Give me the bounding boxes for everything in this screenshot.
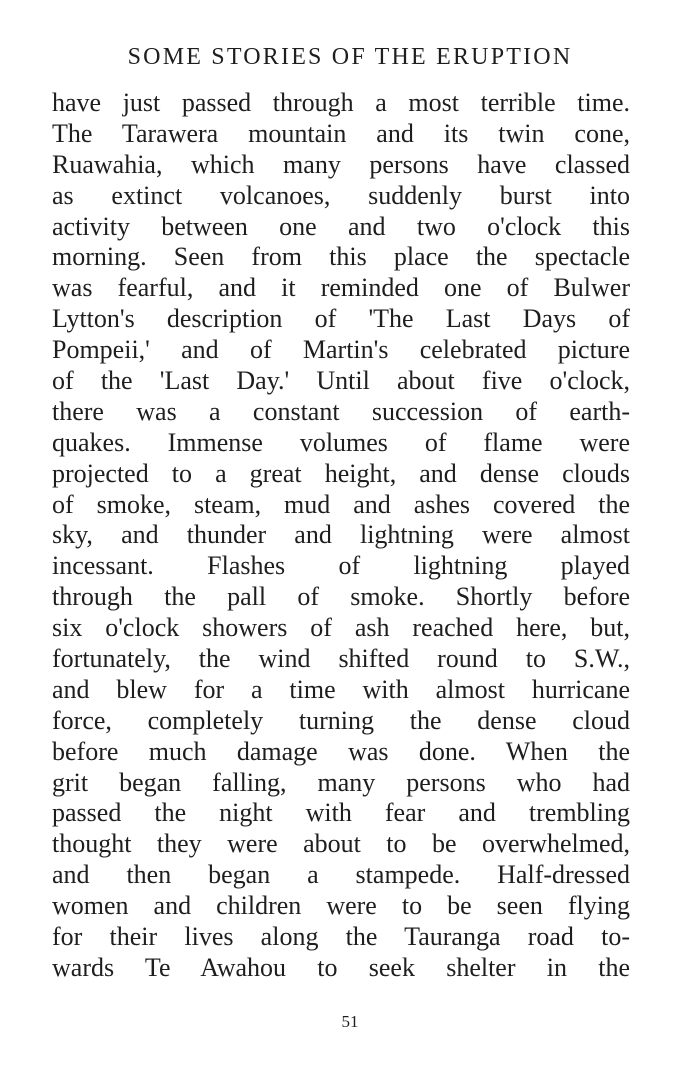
text-line: morning. Seen from this place the spectacle xyxy=(52,242,630,272)
text-line: and blew for a time with almost hurricane xyxy=(52,674,630,704)
page-number: 51 xyxy=(341,1012,359,1031)
text-line: Ruawahia, which many persons have classed xyxy=(52,149,630,179)
text-line: have just passed through a most terrible time. xyxy=(52,88,630,117)
text-line: force, completely turning the dense cloud xyxy=(52,705,630,735)
text-line: fortunately, the wind shifted round to S.W., xyxy=(52,644,630,674)
text-line: sky, and thunder and lightning were almost xyxy=(52,520,630,550)
text-line: Pompeii,' and of Martin's celebrated picture xyxy=(52,335,630,365)
text-line: as extinct volcanoes, suddenly burst into xyxy=(52,180,630,210)
text-line: through the pall of smoke. Shortly before xyxy=(52,582,630,612)
text-line: of the 'Last Day.' Until about five o'clock, xyxy=(52,366,630,396)
text-line: quakes. Immense volumes of flame were xyxy=(52,427,630,457)
text-line: passed the night with fear and trembling xyxy=(52,798,630,828)
text-line: The Tarawera mountain and its twin cone, xyxy=(52,118,630,148)
text-line: grit began falling, many persons who had xyxy=(52,767,630,797)
text-line: wards Te Awahou to seek shelter in the xyxy=(52,952,630,982)
text-line: incessant. Flashes of lightning played xyxy=(52,551,630,581)
text-line: six o'clock showers of ash reached here, but, xyxy=(52,613,630,643)
text-line: Lytton's description of 'The Last Days of xyxy=(52,304,630,334)
text-line: of smoke, steam, mud and ashes covered the xyxy=(52,489,630,519)
text-line: for their lives along the Tauranga road to- xyxy=(52,922,630,952)
text-line: before much damage was done. When the xyxy=(52,736,630,766)
body-text xyxy=(52,88,630,984)
text-line: activity between one and two o'clock this xyxy=(52,211,630,241)
text-line: and then began a stampede. Half-dressed xyxy=(52,860,630,890)
text-line: was fearful, and it reminded one of Bulwer xyxy=(52,273,630,303)
text-line: there was a constant succession of earth- xyxy=(52,396,630,426)
running-head: SOME STORIES OF THE ERUPTION xyxy=(127,44,573,70)
text-line: projected to a great height, and dense clouds xyxy=(52,458,630,488)
text-line: women and children were to be seen flying xyxy=(52,891,630,921)
text-line: thought they were about to be overwhelmed, xyxy=(52,829,630,859)
